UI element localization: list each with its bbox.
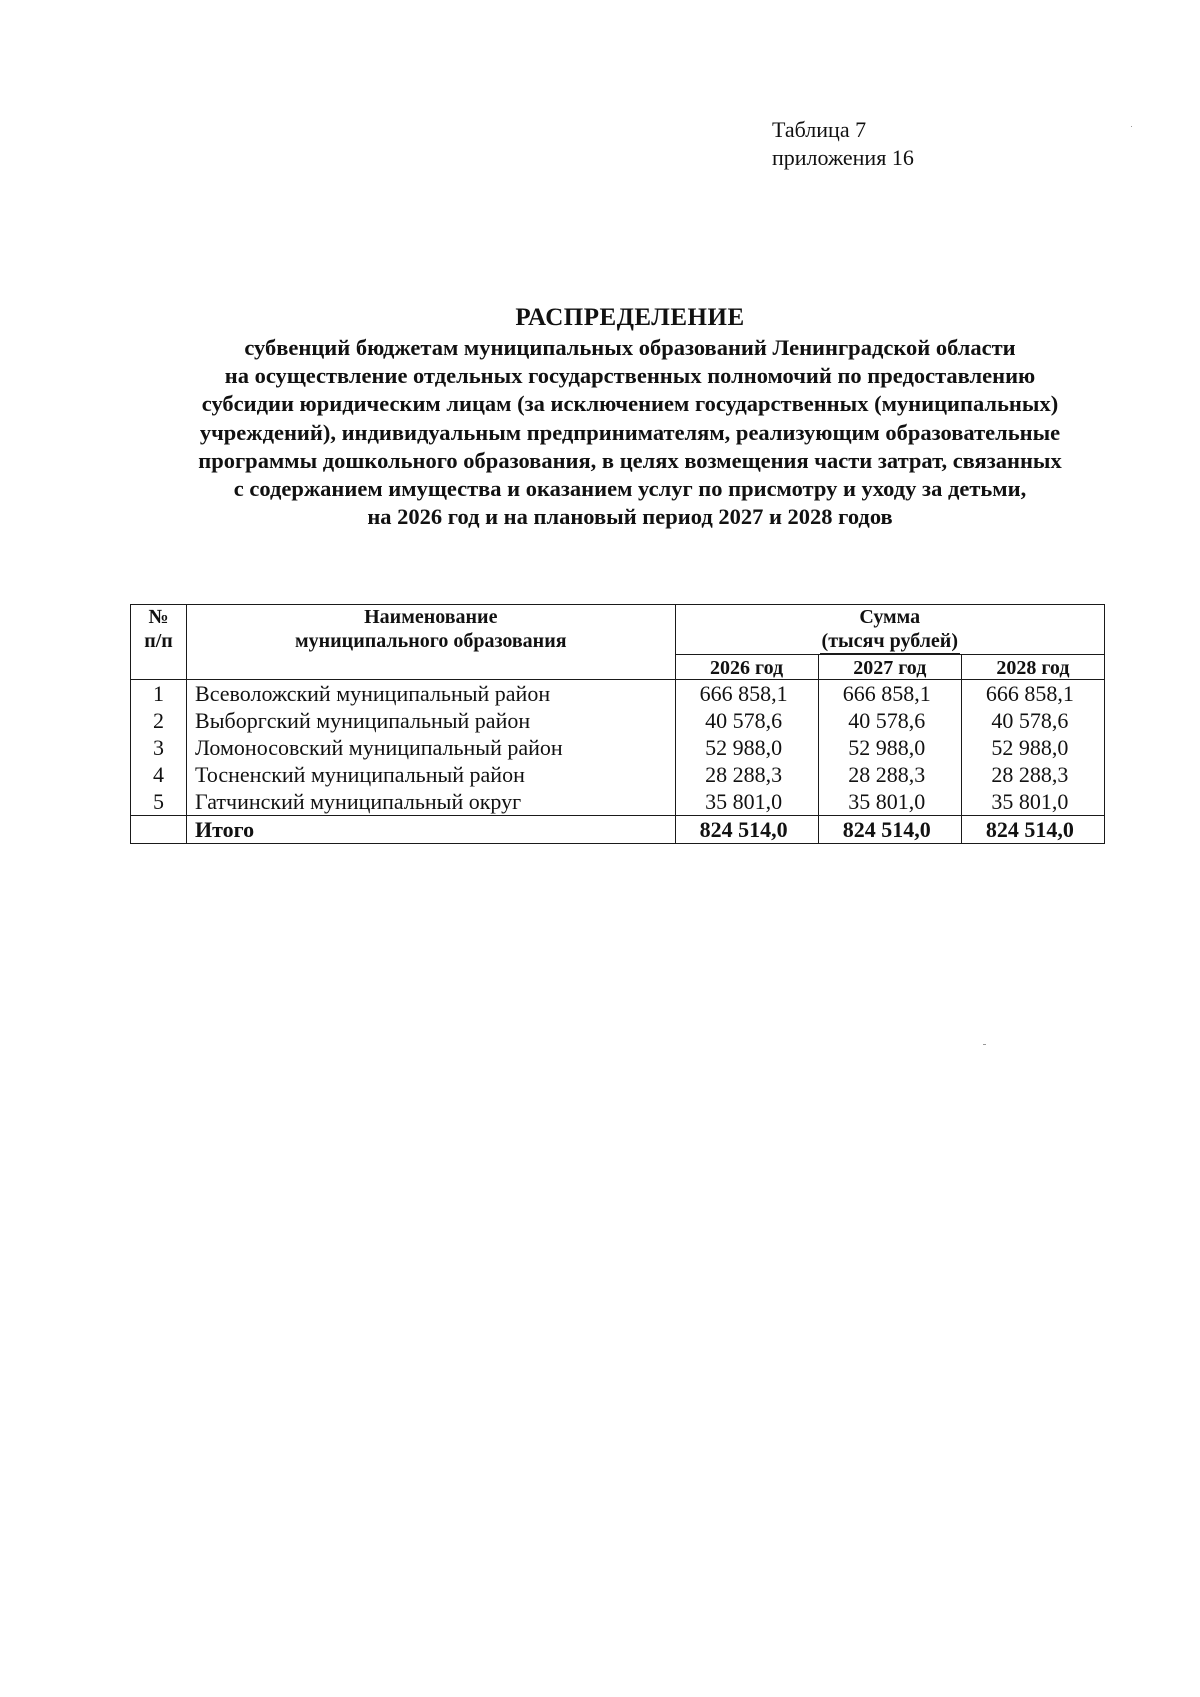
scan-speck bbox=[983, 1044, 986, 1045]
amount-2028: 666 858,1 bbox=[961, 680, 1104, 708]
municipality-name: Всеволожский муниципальный район bbox=[187, 680, 676, 708]
row-number: 5 bbox=[131, 788, 187, 816]
table-row bbox=[131, 761, 1105, 788]
amount-2028: 52 988,0 bbox=[961, 734, 1104, 761]
amount-2026: 35 801,0 bbox=[675, 788, 818, 816]
municipality-name: Выборгский муниципальный район bbox=[187, 707, 676, 734]
heading-title: РАСПРЕДЕЛЕНИЕ bbox=[515, 304, 745, 331]
appendix-reference bbox=[772, 116, 914, 172]
heading-line: субвенций бюджетам муниципальных образований Ленинградской области bbox=[244, 335, 1016, 360]
row-number: 2 bbox=[131, 707, 187, 734]
document-heading bbox=[100, 302, 1160, 531]
total-2027: 824 514,0 bbox=[818, 816, 961, 844]
heading-line: программы дошкольного образования, в целях возмещения части затрат, связанных bbox=[198, 447, 1062, 473]
row-number: 3 bbox=[131, 734, 187, 761]
table-row bbox=[131, 707, 1105, 734]
amount-2026: 52 988,0 bbox=[675, 734, 818, 761]
table-row bbox=[131, 788, 1105, 816]
heading-line: с содержанием имущества и оказанием услуг по присмотру и уходу за детьми, bbox=[233, 476, 1027, 502]
appendix-number: приложения 16 bbox=[772, 145, 914, 170]
column-header-number: № п/п bbox=[131, 605, 187, 680]
column-header-name: Наименование муниципального образования bbox=[187, 605, 676, 680]
column-header-year-2026: 2026 год bbox=[675, 655, 818, 680]
heading-line: учреждений), индивидуальным предпринимателям, реализующим образовательные bbox=[199, 419, 1061, 445]
amount-2026: 28 288,3 bbox=[675, 761, 818, 788]
heading-line: на осуществление отдельных государственных полномочий по предоставлению bbox=[224, 363, 1036, 389]
column-header-year-2028: 2028 год bbox=[961, 655, 1104, 680]
amount-2028: 35 801,0 bbox=[961, 788, 1104, 816]
heading-line: субсидии юридическим лицам (за исключением государственных (муниципальных) bbox=[201, 391, 1059, 417]
row-number: 1 bbox=[131, 680, 187, 708]
municipality-name: Гатчинский муниципальный округ bbox=[187, 788, 676, 816]
amount-2027: 666 858,1 bbox=[818, 680, 961, 708]
amount-2027: 35 801,0 bbox=[818, 788, 961, 816]
distribution-table bbox=[130, 604, 1105, 844]
amount-2027: 40 578,6 bbox=[818, 707, 961, 734]
row-number: 4 bbox=[131, 761, 187, 788]
table-row bbox=[131, 734, 1105, 761]
amount-2028: 40 578,6 bbox=[961, 707, 1104, 734]
column-header-sum: Сумма (тысяч рублей) bbox=[675, 605, 1104, 655]
total-2026: 824 514,0 bbox=[675, 816, 818, 844]
municipality-name: Ломоносовский муниципальный район bbox=[187, 734, 676, 761]
amount-2026: 666 858,1 bbox=[675, 680, 818, 708]
scan-speck bbox=[1131, 126, 1132, 127]
total-label: Итого bbox=[187, 816, 676, 844]
amount-2027: 28 288,3 bbox=[818, 761, 961, 788]
table-row bbox=[131, 680, 1105, 708]
total-2028: 824 514,0 bbox=[961, 816, 1104, 844]
municipality-name: Тосненский муниципальный район bbox=[187, 761, 676, 788]
amount-2026: 40 578,6 bbox=[675, 707, 818, 734]
column-header-year-2027: 2027 год bbox=[818, 655, 961, 680]
total-number-cell bbox=[131, 816, 187, 844]
amount-2028: 28 288,3 bbox=[961, 761, 1104, 788]
heading-line: на 2026 год и на плановый период 2027 и 2028 годов bbox=[367, 504, 893, 530]
total-row bbox=[131, 816, 1105, 844]
table-number: Таблица 7 bbox=[772, 117, 867, 142]
amount-2027: 52 988,0 bbox=[818, 734, 961, 761]
